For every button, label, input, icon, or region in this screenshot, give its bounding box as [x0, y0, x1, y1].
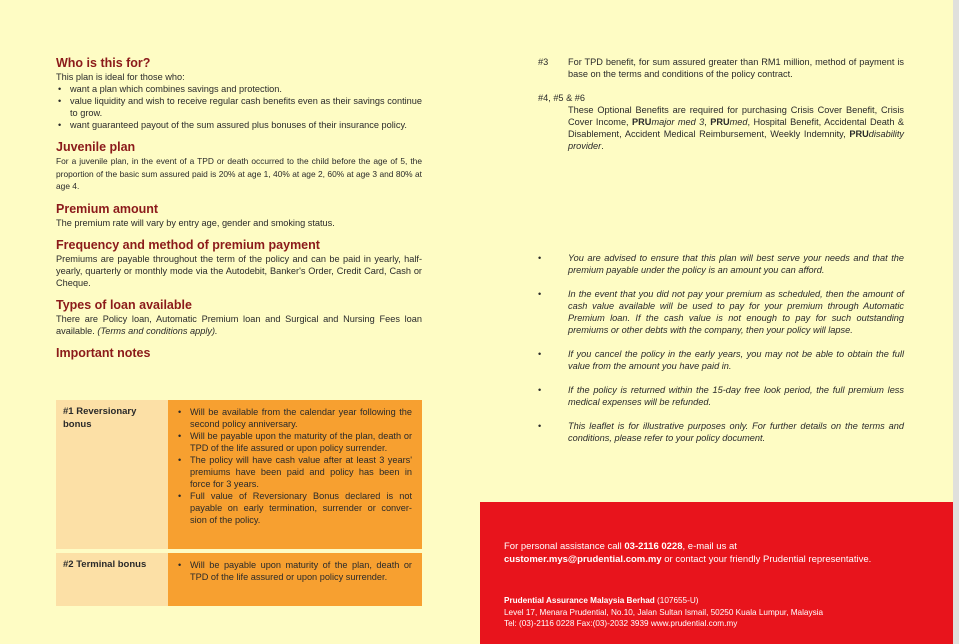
list-item: • want guaranteed payout of the sum assured plus bonuses of their insurance policy. — [56, 119, 422, 131]
list-item — [538, 348, 904, 372]
who-intro: This plan is ideal for those who: — [56, 72, 185, 82]
table-row — [56, 553, 422, 606]
loan-title: Types of loan available — [56, 297, 192, 312]
advice-text: You are advised to ensure that this plan will best serve your needs and that the premium payable under the policy is an amount you can afford. — [568, 253, 904, 275]
footnote-4-6-number: #4, #5 & #6 — [538, 93, 585, 103]
page-edge — [953, 0, 959, 644]
contact-text: For personal assistance call — [504, 541, 625, 552]
list-item: • The policy will have cash value after at least 3 years' premiums have been paid and policy has been in force for 3 years. — [176, 454, 412, 490]
advice-text: In the event that you did not pay your premium as scheduled, then the amount of cash value available will be used to pay for your premium through Automatic Premium loan. If the cash value is not enough to pay for such outstanding premiums or other debts with the company, then your policy will lapse. — [568, 289, 904, 335]
pru-suffix: major med 3 — [651, 117, 705, 127]
advice-text: This leaflet is for illustrative purposes only. For further details on the terms and conditions, please refer to your policy document. — [568, 421, 904, 443]
pru-suffix: disability provider — [568, 129, 904, 151]
frequency-text: Premiums are payable throughout the term of the policy and can be paid in yearly, half-yearly, quarterly or monthly mode via the Autodebit, Banker's Order, Credit Card, Cash or Cheque. — [56, 253, 422, 288]
footnote-4-6-text — [538, 104, 904, 152]
contact-line-1 — [504, 540, 871, 553]
notes-title: Important notes — [56, 345, 151, 360]
bullet: • — [538, 253, 542, 263]
list-item: • Will be payable upon the maturity of the plan, death or TPD of the life assured or upon policy surrender. — [176, 430, 412, 454]
pru-suffix: med — [729, 117, 748, 127]
company-name: Prudential Assurance Malaysia Berhad — [504, 596, 655, 605]
table-row — [56, 400, 422, 549]
frequency-section — [56, 238, 422, 289]
juvenile-text: For a juvenile plan, in the event of a TPD or death occurred to the child before the age of 5, the proportion of the basic sum assured paid is 20% at age 1, 40% at age 2, 60% at age 3 and 80% at age 4. — [56, 156, 422, 191]
list-item — [538, 288, 904, 336]
left-column — [56, 56, 422, 369]
footnote-3-text: For TPD benefit, for sum assured greater than RM1 million, method of payment is base on the terms and conditions of the policy contract. — [568, 57, 904, 79]
list-item: • Will be available from the calendar year following the second policy anniversary. — [176, 406, 412, 430]
frequency-title: Frequency and method of premium payment — [56, 237, 320, 252]
advice-text: If the policy is returned within the 15-day free look period, the full premium less medical expenses will be refunded. — [568, 385, 904, 407]
loan-text — [56, 313, 422, 337]
contact-text: , e-mail us at — [682, 541, 737, 552]
bullet: • — [538, 421, 542, 431]
pru-prefix: PRU — [632, 117, 652, 127]
list-item: • Full value of Reversionary Bonus declared is not payable on early termination, surrender or conver- sion of the policy. — [176, 490, 412, 526]
loan-section — [56, 298, 422, 337]
contact-box — [480, 502, 953, 644]
premium-section — [56, 202, 422, 229]
company-address — [504, 595, 823, 630]
bullet: • — [538, 349, 542, 359]
reversionary-bonus-content — [168, 400, 422, 549]
list-item — [538, 384, 904, 408]
contact-info — [504, 540, 871, 566]
tel-fax-web-line: Tel: (03)-2116 0228 Fax:(03)-2032 3939 www.prudential.com.my — [504, 619, 738, 628]
terminal-bonus-content — [168, 553, 422, 606]
premium-title: Premium amount — [56, 201, 159, 216]
pru-prefix: PRU — [849, 129, 869, 139]
notes-heading-section — [56, 346, 422, 360]
who-title: Who is this for? — [56, 56, 151, 70]
advice-list — [538, 252, 904, 456]
pru-major-med-3 — [632, 117, 704, 127]
pru-med — [710, 117, 747, 127]
separator: , — [704, 117, 711, 127]
who-list — [56, 83, 422, 131]
email-link[interactable]: customer.mys@prudential.com.my — [504, 554, 662, 565]
who-section — [56, 56, 422, 131]
important-notes-table — [56, 400, 422, 610]
contact-line-2 — [504, 553, 871, 566]
list-item: • want a plan which combines savings and protection. — [56, 83, 422, 95]
reversionary-bonus-label: #1 Reversionary bonus — [56, 400, 168, 549]
list-item — [538, 252, 904, 276]
company-line — [504, 595, 823, 607]
address-line: Level 17, Menara Prudential, No.10, Jalan Sultan Ismail, 50250 Kuala Lumpur, Malaysia — [504, 607, 824, 617]
footnote-3-number: #3 — [538, 57, 549, 67]
list-item: • value liquidity and wish to receive regular cash benefits even as their savings continue to grow. — [56, 95, 422, 119]
juvenile-section — [56, 140, 422, 193]
advice-text: If you cancel the policy in the early years, you may not be able to obtain the full value from the amount you have paid in. — [568, 349, 904, 371]
right-column — [538, 56, 904, 152]
footnote-text-part: , Hospital Benefit, Accidental Death & Disablement, Accident Medical Reimbursement, Weekly Indemnity, — [568, 117, 905, 139]
period: . — [601, 141, 604, 151]
premium-text: The premium rate will vary by entry age, gender and smoking status. — [56, 217, 335, 228]
contact-text: or contact your friendly Prudential representative. — [661, 554, 872, 565]
loan-terms-note: (Terms and conditions apply). — [97, 325, 218, 336]
bullet: • — [538, 289, 542, 299]
list-item — [538, 420, 904, 444]
footnote-3 — [538, 56, 904, 80]
pru-prefix: PRU — [710, 117, 730, 127]
footnote-4-6 — [538, 92, 904, 152]
loan-body: There are Policy loan, Automatic Premium loan and Surgical and Nursing Fees loan available. — [56, 313, 422, 336]
company-reg: (107655-U) — [654, 596, 699, 605]
list-item: • Will be payable upon maturity of the plan, death or TPD of the life assured or upon policy surrender. — [176, 559, 412, 583]
terminal-bonus-label: #2 Terminal bonus — [56, 553, 168, 606]
phone-link[interactable]: 03-2116 0228 — [624, 541, 683, 552]
footnote-text-part: These Optional Benefits are required for purchasing Crisis Cover Benefit, Crisis Cover Income, — [568, 105, 904, 127]
juvenile-title: Juvenile plan — [56, 140, 136, 154]
bullet: • — [538, 385, 542, 395]
